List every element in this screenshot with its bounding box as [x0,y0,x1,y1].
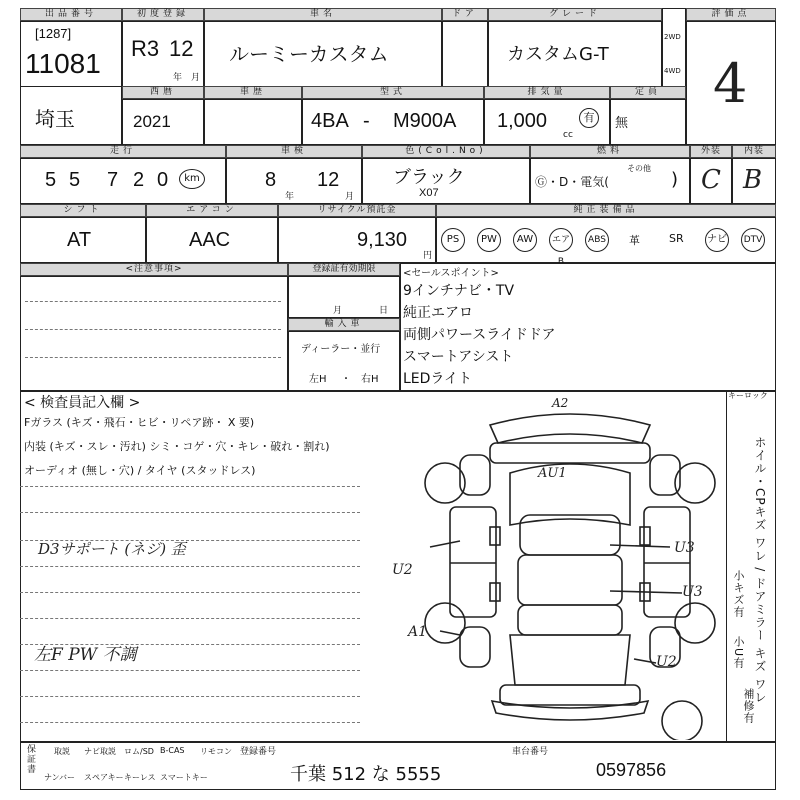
shaken-cell [226,158,362,204]
interior-header: 内装 [732,145,776,158]
lot-cell [20,21,122,87]
year-cell [122,99,204,145]
damage-mark-u3-upper: U3 [674,540,695,556]
equip-cell [436,217,776,267]
reg-area-header: 車歴 [204,86,302,99]
score-header: 評価点 [686,8,776,21]
color-name: ブラック [393,167,465,188]
shift-header: シフト [20,204,146,217]
region-value: 埼玉 [35,107,75,131]
exterior-value: C [701,165,721,195]
right-small-1: 小キズ有 [732,570,745,618]
cc-header: 排気量 [484,86,610,99]
right-small-2: 小U有 [732,636,745,670]
ac-header: エアコン [146,204,278,217]
mileage-header: 走行 [20,145,226,158]
bottom-item-9: スマートキー [160,773,208,782]
damage-mark-u3-lower: U3 [682,584,703,600]
handwritten-note-2: 左F PW 不調 [34,645,137,665]
mileage-unit: km [179,169,205,189]
first-reg-month: 12 [169,36,194,61]
color-code: X07 [419,187,439,199]
reg-date-month: 月 [333,306,343,316]
sales-header: <セールスポイント> [403,268,499,279]
model-header: 車名 [204,8,442,21]
import-type: ディーラー・並行 [301,344,381,355]
grade-value: カスタムG-T [507,44,609,65]
first-reg-header: 初度登録 [122,8,204,21]
bottom-item-6: ナンバー [44,773,76,782]
cc-unit: cc [563,130,573,140]
model-cell [204,21,442,87]
reg-date-header: 登録証有効期限 [288,263,400,276]
color-cell [362,158,530,204]
equip-abs: ABS [585,228,609,252]
plate-label: 登録番号 [240,747,277,757]
equip-navi: ナビ [705,228,729,252]
equip-leather: 革 [629,234,640,247]
right-small-3: 補修有 [742,688,755,724]
turbo-yes: 有 [579,108,599,128]
grade-header: グレード [488,8,662,21]
equip-ps: PS [441,228,465,252]
drive-cell [662,8,686,87]
equip-airbag: エアB [549,228,573,252]
damage-mark-u2-right: U2 [656,654,677,670]
type-prefix: 4BA [311,110,349,132]
damage-mark-au1: AU1 [538,466,567,481]
warranty-label: 保証書 [25,744,35,774]
door-cell [442,21,488,87]
shift-value: AT [67,229,92,251]
fuel-close: ) [671,169,679,190]
color-header: 色(Col.No) [362,145,530,158]
score-value: 4 [713,52,748,115]
lot-code: [1287] [35,26,72,41]
shaken-month: 12 [317,169,340,191]
inspector-header: < 検査員記入欄 > [24,395,141,411]
first-reg-cell [122,21,204,87]
equip-header: 純正装備品 [436,204,776,217]
score-cell [686,21,776,145]
inspection-header: 定員 [610,86,686,99]
reg-date-day: 日 [379,306,389,316]
reg-date-cell [288,276,400,318]
type-header: 型式 [302,86,484,99]
type-sep: - [363,110,370,132]
mileage-cell [20,158,226,204]
damage-mark-u2-left: U2 [392,562,413,578]
car-diagram [420,395,720,740]
first-reg-month-unit: 月 [191,73,201,83]
mileage-d3: 7 [107,169,119,191]
year-value: 2021 [133,112,171,131]
drive-2wd: 2WD [664,33,681,41]
inspector-line-2: 内装 (キズ・スレ・汚れ) シミ・コゲ・穴・キレ・破れ・割れ) [24,440,330,453]
cc-cell [484,99,610,145]
year-header: 西暦 [122,86,204,99]
sales-point-3: 両側パワースライドドア [403,327,556,343]
equip-sr: SR [669,232,684,245]
bottom-item-1: 取説 [54,747,70,756]
bottom-item-2: ナビ取説 [84,747,116,756]
bottom-item-5: リモコン [200,747,232,756]
ac-cell [146,217,278,263]
shaken-month-unit: 月 [345,192,355,202]
plate-value: 千葉 512 な 5555 [290,764,442,785]
mileage-d4: 2 [133,169,145,191]
exterior-cell [690,158,732,204]
lot-number: 11081 [25,48,101,79]
chassis-label: 車台番号 [512,747,549,757]
inspector-line-3: オーディオ (無し・穴) / タイヤ (スタッドレス) [24,464,256,477]
cc-value: 1,000 [497,110,548,132]
equip-aw: AW [513,228,537,252]
right-legend-text: ホイル・CPキズ ワレ / ドアミラー キズ ワレ [753,436,767,704]
model-name: ルーミーカスタム [229,42,389,66]
sales-point-4: スマートアシスト [403,349,514,365]
bottom-item-8: キーレス [124,773,156,782]
damage-mark-a2: A2 [552,396,569,410]
door-header: ドア [442,8,488,21]
drive-4wd: 4WD [664,67,681,75]
bottom-item-3: ロム/SD [124,747,154,756]
sales-point-1: 9インチナビ・TV [403,283,515,299]
import-cell [288,331,400,392]
region-cell [20,86,122,145]
keylock-label: キーロック [728,391,768,400]
interior-value: B [743,165,763,195]
damage-mark-a1: A1 [408,624,428,640]
first-reg-year-unit: 年 [173,73,183,83]
lot-header: 出品番号 [20,8,122,21]
turbo-no: 無 [615,116,629,131]
shaken-year-unit: 年 [285,192,295,202]
steer-left: 左H [309,374,327,385]
first-reg-era: R3 [131,36,160,61]
recycle-cell [278,217,436,263]
chassis-value: 0597856 [596,760,667,780]
shaken-year: 8 [265,169,277,191]
inspection-cell [610,99,686,145]
recycle-value: 9,130 [357,229,408,251]
handwritten-note-1: D3サポート (ネジ) 歪 [38,540,186,558]
type-cell [302,99,484,145]
notes-cell [20,276,288,392]
type-code: M900A [393,110,457,132]
fuel-header: 燃料 [530,145,690,158]
notes-header: <注意事項> [20,263,288,276]
inspector-line-1: Fガラス (キズ・飛石・ヒビ・リペア跡・ X 要) [24,416,255,429]
steer-dot: ・ [341,374,351,385]
recycle-header: リサイクル預託金 [278,204,436,217]
sales-point-2: 純正エアロ [403,305,473,321]
bottom-item-7: スペアキー [84,773,124,782]
grade-cell [488,21,662,87]
import-header: 輸入車 [288,318,400,331]
shaken-header: 車検 [226,145,362,158]
sales-point-5: LEDライト [403,371,473,387]
mileage-d2: 5 [69,169,81,191]
ac-value: AAC [189,229,231,251]
bottom-item-4: B-CAS [160,746,185,755]
sales-cell [400,263,776,392]
exterior-header: 外装 [690,145,732,158]
equip-dtv: DTV [741,228,765,252]
interior-cell [732,158,776,204]
fuel-cell [530,158,690,204]
shift-cell [20,217,146,263]
mileage-d5: 0 [157,169,169,191]
fuel-options: Ⓖ・D・電気( [535,175,609,189]
equip-pw: PW [477,228,501,252]
mileage-d1: 5 [45,169,57,191]
reg-area-cell [204,99,302,145]
recycle-unit: 円 [423,251,433,261]
steer-right: 右H [361,374,379,385]
fuel-other: その他 [627,164,651,173]
